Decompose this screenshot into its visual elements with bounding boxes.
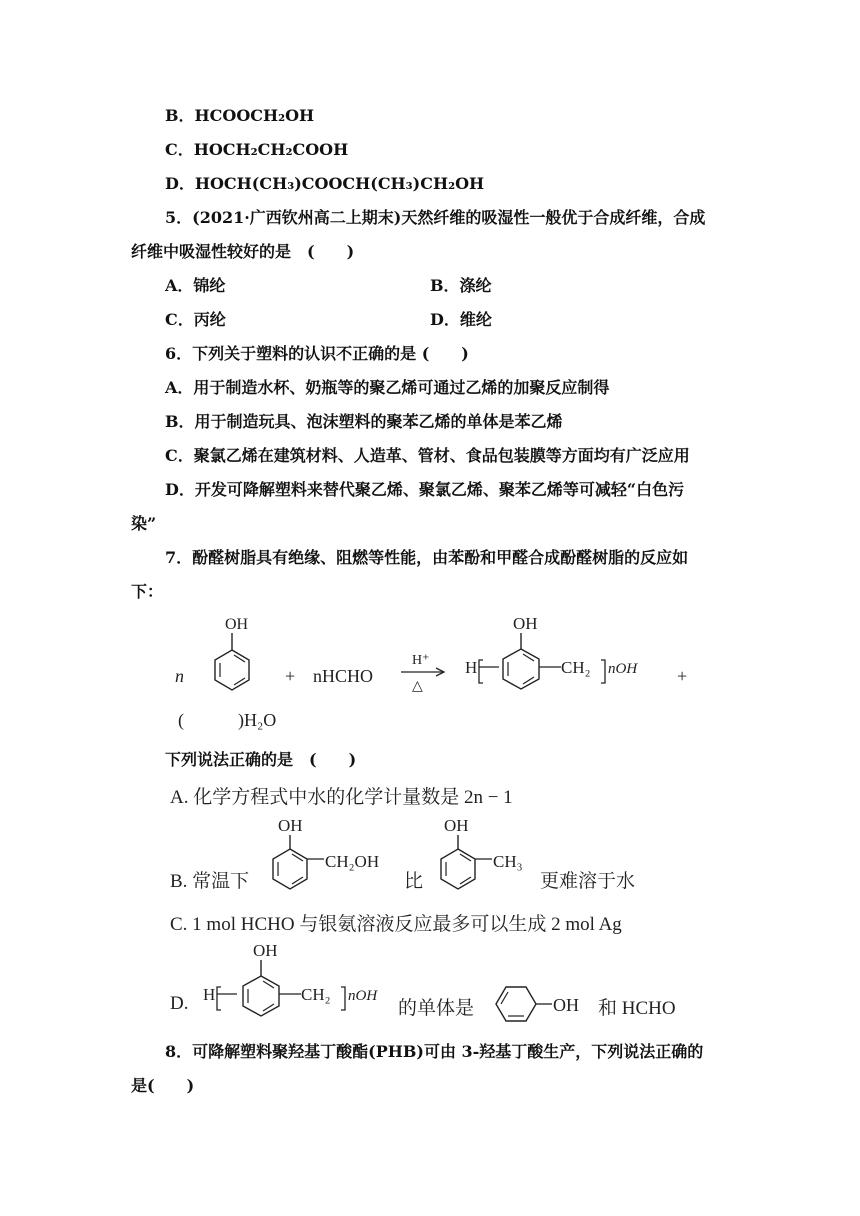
cresol-ch3-label: CH₃	[493, 852, 523, 871]
coefficient-n: n	[175, 666, 184, 686]
optd-phenol-oh-label: OH	[553, 995, 579, 1015]
cresol-structure	[432, 815, 542, 895]
q6-option-d-line1: D．开发可降解塑料来替代聚乙烯、聚氯乙烯、聚苯乙烯等可减轻“白色污	[165, 480, 685, 499]
q7-option-a: A. 化学方程式中水的化学计量数是 2n − 1	[170, 787, 513, 808]
plus-sign-1: +	[285, 666, 296, 686]
q4-option-b: B．HCOOCH₂OH	[165, 106, 315, 125]
q7-stem-line1: 7．酚醛树脂具有绝缘、阻燃等性能，由苯酚和甲醛合成酚醛树脂的反应如	[165, 548, 689, 567]
q5-option-a: A．锦纶	[165, 276, 226, 295]
resin-h-label: H	[465, 658, 478, 677]
q6-option-d-line2: 染”	[131, 514, 157, 533]
q5-option-b: B．涤纶	[430, 276, 492, 295]
optd-n-oh-label: nOH	[348, 988, 378, 1004]
q5-stem-line2: 纤维中吸湿性较好的是 ( )	[131, 242, 355, 261]
reaction-arrow	[398, 650, 448, 698]
heat-label: △	[412, 679, 423, 694]
resin-n-oh-label: nOH	[608, 661, 638, 677]
hmp-ch2oh-label: CH₂OH	[325, 852, 380, 871]
optd-oh-label: OH	[253, 941, 278, 960]
q5-stem-line1: 5．(2021·广西钦州高二上期末)天然纤维的吸湿性一般优于合成纤维，合成	[165, 208, 706, 227]
formaldehyde-reactant: nHCHO	[313, 666, 374, 686]
resin-structure-option-d	[203, 940, 393, 1035]
resin-ch2-label: CH₂	[561, 658, 591, 677]
phenol-structure	[210, 615, 260, 705]
q8-stem-line1: 8．可降解塑料聚羟基丁酸酯(PHB)可由 3-羟基丁酸生产，下列说法正确的	[165, 1042, 704, 1061]
q6-stem: 6．下列关于塑料的认识不正确的是 ( )	[165, 344, 469, 363]
q7-prompt: 下列说法正确的是 ( )	[165, 750, 357, 769]
q4-option-c: C．HOCH₂CH₂COOH	[165, 140, 349, 159]
plus-sign-2: +	[677, 666, 688, 686]
hmp-oh-label: OH	[278, 816, 303, 835]
optd-ch2-label: CH₂	[301, 985, 331, 1004]
cresol-oh-label: OH	[444, 816, 469, 835]
water-product: ( )H₂O	[178, 710, 277, 730]
q7-option-c: C. 1 mol HCHO 与银氨溶液反应最多可以生成 2 mol Ag	[170, 914, 622, 935]
q6-option-b: B．用于制造玩具、泡沫塑料的聚苯乙烯的单体是苯乙烯	[165, 412, 563, 431]
phenolic-resin-structure	[465, 613, 655, 708]
q7-option-d-prefix: D.	[170, 993, 189, 1014]
phenol-oh-label: OH	[225, 616, 249, 633]
q7-option-d-middle: 的单体是	[398, 998, 475, 1019]
q7-option-d-suffix: 和 HCHO	[598, 998, 676, 1019]
optd-h-label: H	[203, 985, 216, 1004]
q7-stem-line2: 下：	[131, 582, 164, 601]
hydroxymethylphenol-structure	[268, 815, 398, 895]
resin-oh-label: OH	[513, 614, 538, 633]
q5-option-d: D．维纶	[430, 310, 492, 329]
q7-option-b-suffix: 更难溶于水	[540, 871, 636, 892]
q4-option-d: D．HOCH(CH₃)COOCH(CH₃)CH₂OH	[165, 174, 485, 193]
q6-option-c: C．聚氯乙烯在建筑材料、人造革、管材、食品包装膜等方面均有广泛应用	[165, 446, 690, 465]
phenol-structure-option-d	[492, 982, 592, 1026]
q5-option-c: C．丙纶	[165, 310, 226, 329]
q8-stem-line2: 是( )	[131, 1076, 195, 1095]
q7-option-b-prefix: B. 常温下	[170, 871, 250, 892]
q6-option-a: A．用于制造水杯、奶瓶等的聚乙烯可通过乙烯的加聚反应制得	[165, 378, 610, 397]
catalyst-label: H⁺	[412, 653, 430, 668]
q7-option-b-compare: 比	[404, 871, 424, 892]
